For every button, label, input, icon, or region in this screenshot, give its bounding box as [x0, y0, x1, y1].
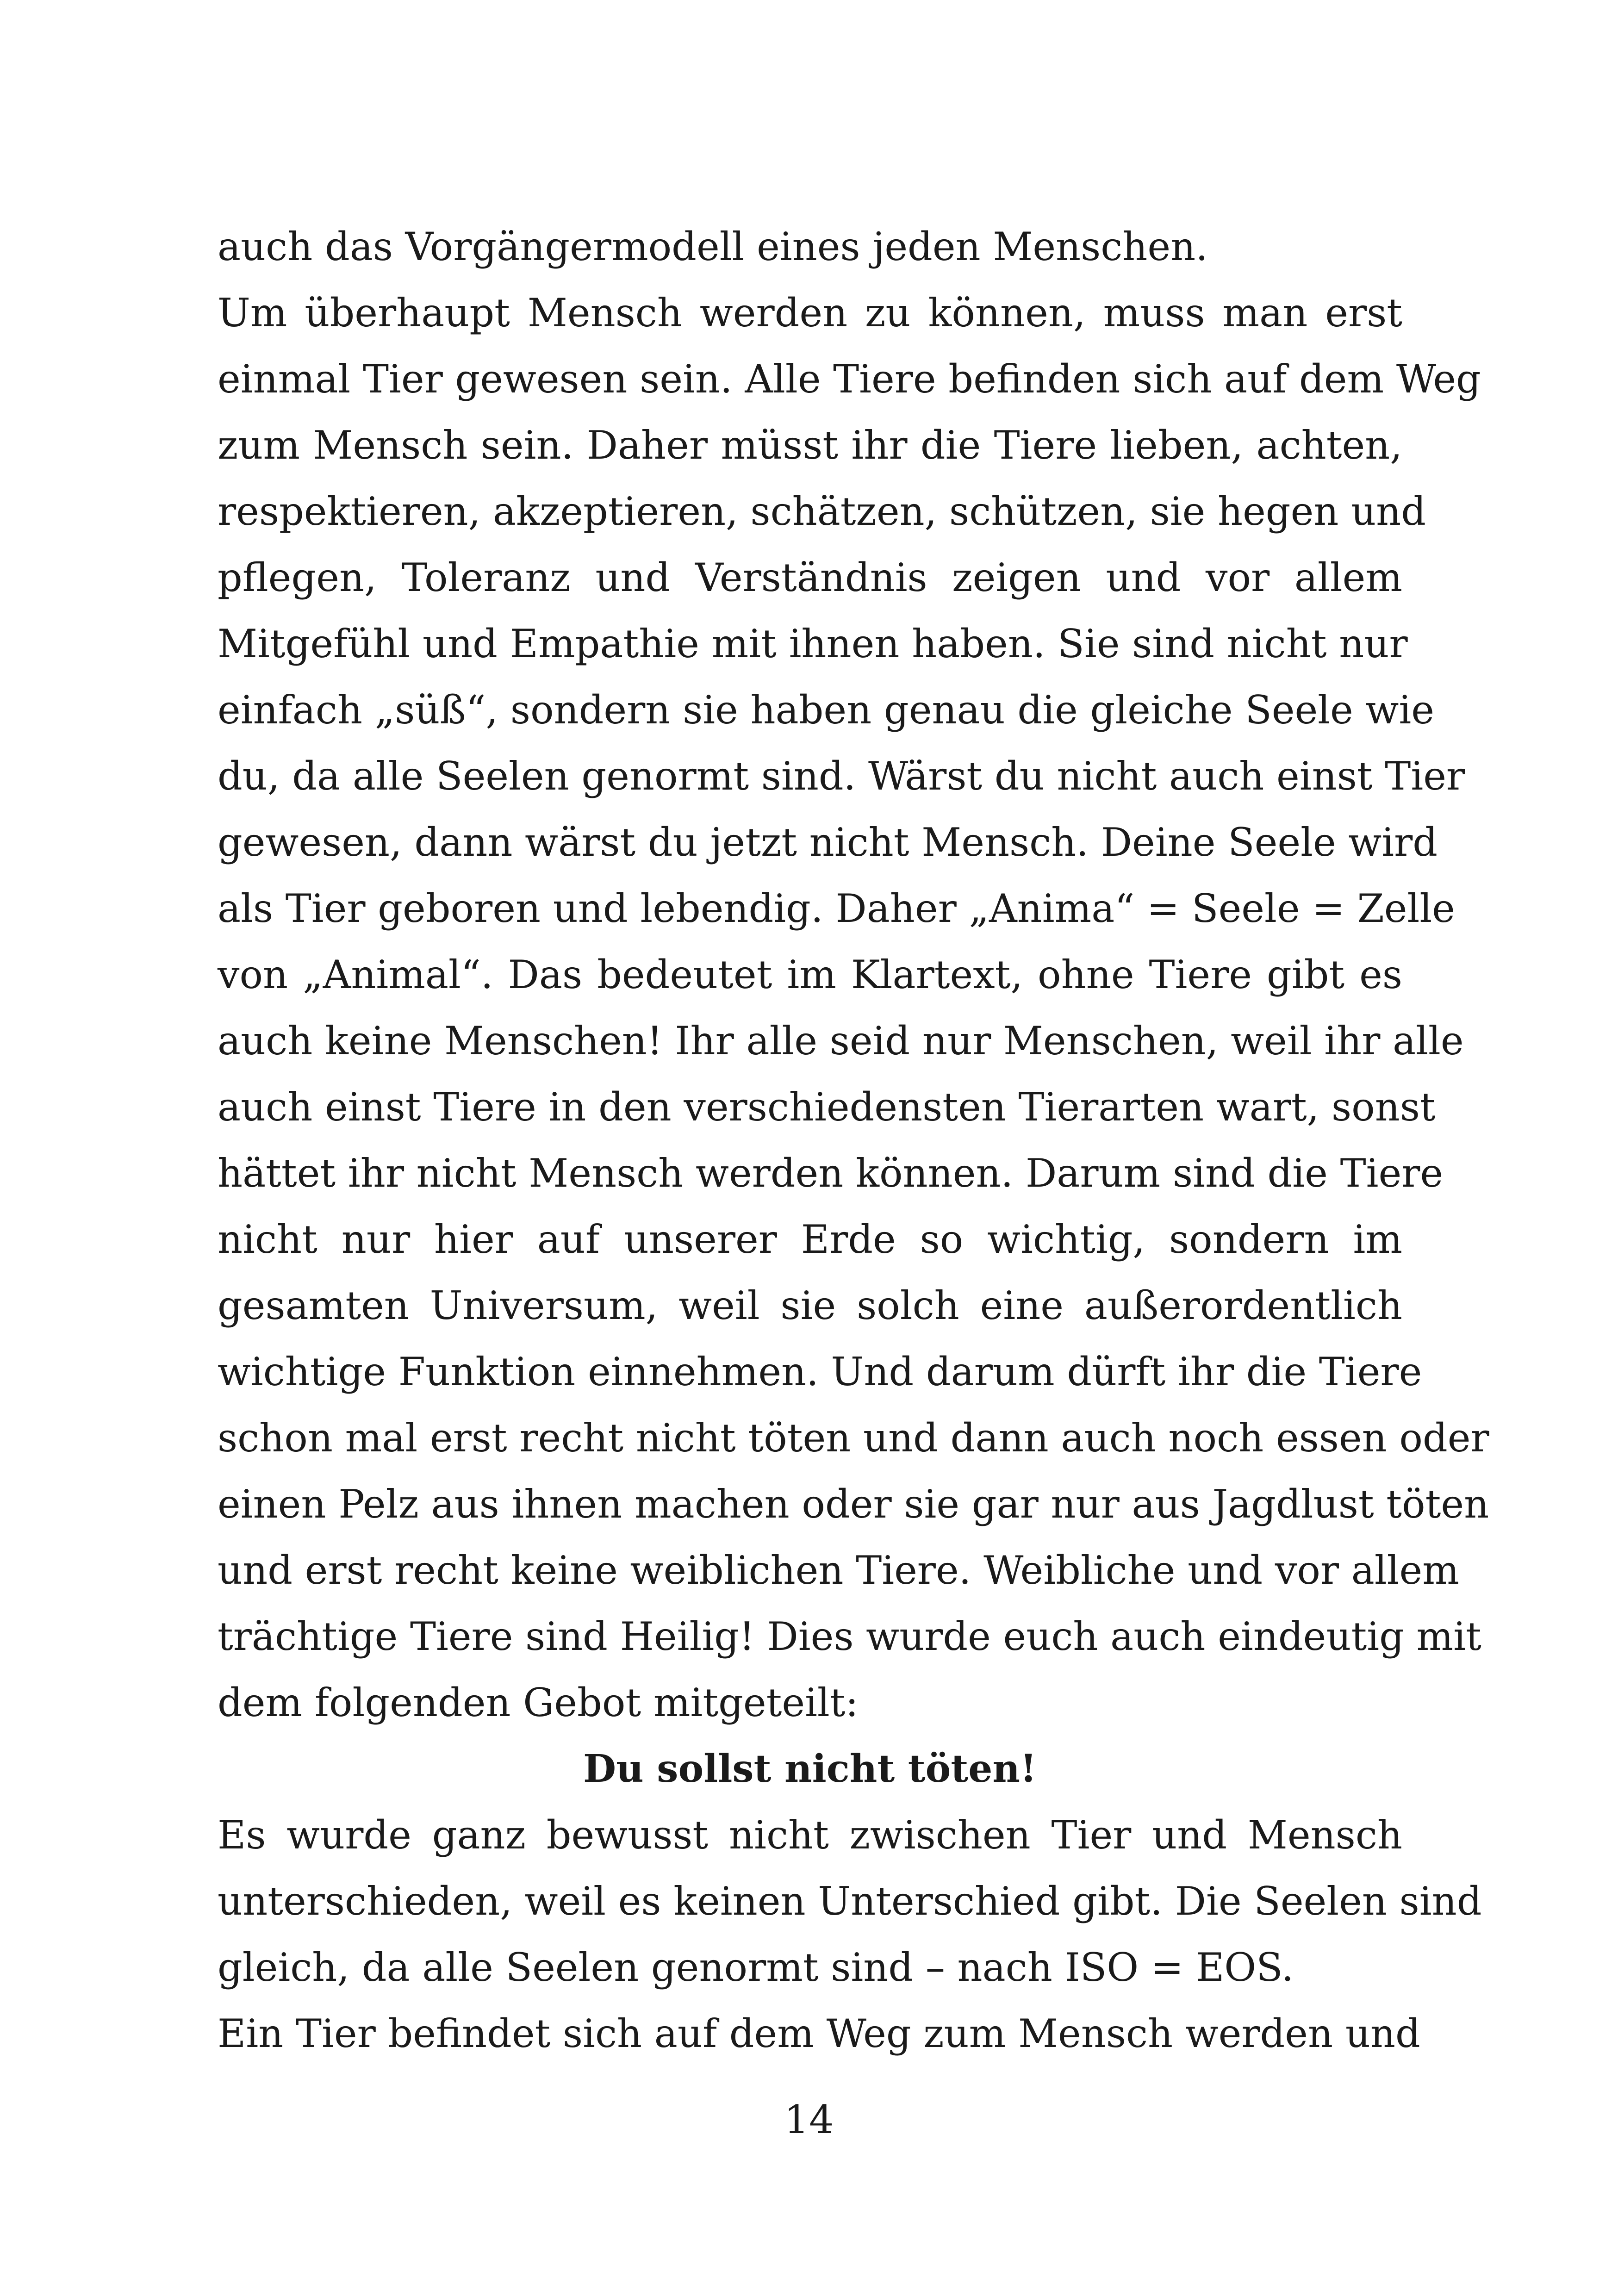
commandment-heading: Du sollst nicht töten! — [583, 1747, 1037, 1791]
text-line-20: einen Pelz aus ihnen machen oder sie gar nur aus Jagdlust töten — [218, 1481, 1489, 1527]
text-line-21: und erst recht keine weiblichen Tiere. Weibliche und vor allem — [218, 1548, 1459, 1593]
text-line-22: trächtige Tiere sind Heilig! Dies wurde euch auch eindeutig mit — [218, 1614, 1481, 1659]
text-line-11: als Tier geboren und lebendig. Daher „Anima“ = Seele = Zelle — [218, 886, 1455, 931]
text-line-28: Ein Tier befindet sich auf dem Weg zum Mensch werden und — [218, 2011, 1420, 2056]
text-line-13: auch keine Menschen! Ihr alle seid nur Menschen, weil ihr alle — [218, 1018, 1464, 1064]
text-line-25: Es wurde ganz bewusst nicht zwischen Tier und Mensch — [218, 1812, 1402, 1858]
text-line-10: gewesen, dann wärst du jetzt nicht Mensch. Deine Seele wird — [218, 820, 1438, 865]
text-line-15: hättet ihr nicht Mensch werden können. Darum sind die Tiere — [218, 1151, 1444, 1196]
text-line-27: gleich, da alle Seelen genormt sind – nach ISO = EOS. — [218, 1945, 1294, 1990]
text-line-26: unterschieden, weil es keinen Unterschied gibt. Die Seelen sind — [218, 1879, 1482, 1924]
text-line-5: respektieren, akzeptieren, schätzen, schützen, sie hegen und — [218, 489, 1426, 534]
text-line-12: von „Animal“. Das bedeutet im Klartext, ohne Tiere gibt es — [218, 952, 1402, 997]
text-line-4: zum Mensch sein. Daher müsst ihr die Tiere lieben, achten, — [218, 423, 1402, 468]
text-line-8: einfach „süß“, sondern sie haben genau die gleiche Seele wie — [218, 687, 1434, 733]
text-line-1: auch das Vorgängermodell eines jeden Menschen. — [218, 224, 1208, 269]
text-line-3: einmal Tier gewesen sein. Alle Tiere befinden sich auf dem Weg — [218, 356, 1481, 402]
text-line-2: Um überhaupt Mensch werden zu können, muss man erst — [218, 290, 1402, 336]
text-line-18: wichtige Funktion einnehmen. Und darum dürft ihr die Tiere — [218, 1349, 1422, 1394]
body-text — [218, 214, 1489, 2067]
text-line-7: Mitgefühl und Empathie mit ihnen haben. Sie sind nicht nur — [218, 621, 1408, 666]
text-line-17: gesamten Universum, weil sie solch eine außerordentlich — [218, 1283, 1402, 1328]
page-number: 14 — [784, 2097, 834, 2142]
text-line-23: dem folgenden Gebot mitgeteilt: — [218, 1680, 859, 1725]
text-line-14: auch einst Tiere in den verschiedensten Tierarten wart, sonst — [218, 1084, 1436, 1130]
text-line-19: schon mal erst recht nicht töten und dann auch noch essen oder — [218, 1415, 1489, 1461]
text-line-16: nicht nur hier auf unserer Erde so wichtig, sondern im — [218, 1217, 1402, 1262]
text-line-6: pflegen, Toleranz und Verständnis zeigen und vor allem — [218, 555, 1402, 600]
text-line-9: du, da alle Seelen genormt sind. Wärst du nicht auch einst Tier — [218, 753, 1465, 799]
